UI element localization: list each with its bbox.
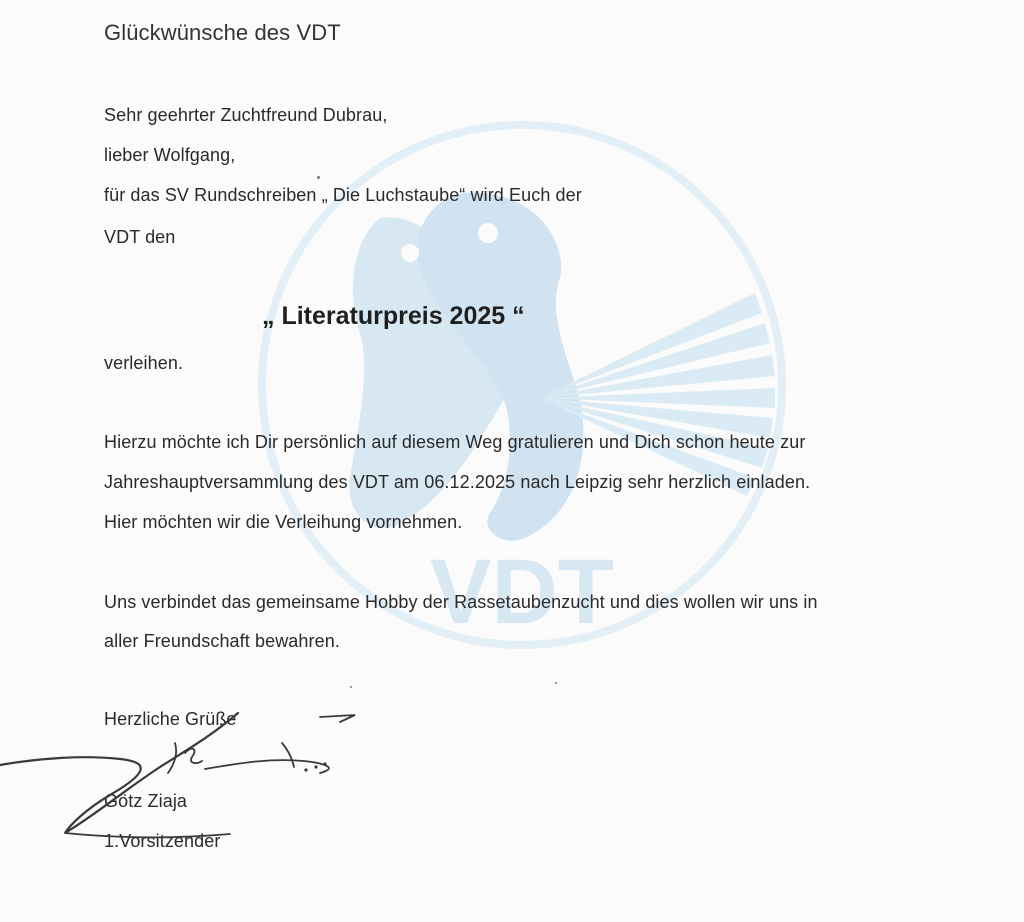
scan-dot <box>555 682 557 684</box>
award-title: „ Literaturpreis 2025 “ <box>262 302 525 330</box>
award-suffix: verleihen. <box>104 353 184 373</box>
paragraph-2-line-2: aller Freundschaft bewahren. <box>104 631 340 651</box>
intro-line-1: für das SV Rundschreiben „ Die Luchstaube“ wird Euch der <box>104 185 582 205</box>
salutation-line-2: lieber Wolfgang, <box>104 145 236 165</box>
salutation-line-1: Sehr geehrter Zuchtfreund Dubrau, <box>104 105 388 125</box>
signer-name: Götz Ziaja <box>104 791 188 811</box>
signer-title: 1.Vorsitzender <box>104 831 221 851</box>
vdt-logo-text: VDT <box>430 541 614 643</box>
closing: Herzliche Grüße <box>104 709 237 729</box>
paragraph-1-line-3: Hier möchten wir die Verleihung vornehmen. <box>104 512 463 532</box>
handwritten-signature <box>0 695 380 855</box>
intro-line-2: VDT den <box>104 227 176 247</box>
document-heading: Glückwünsche des VDT <box>104 20 341 45</box>
paragraph-1-line-2: Jahreshauptversammlung des VDT am 06.12.2025 nach Leipzig sehr herzlich einladen. <box>104 472 811 492</box>
scan-dot <box>317 176 320 179</box>
paragraph-1-line-1: Hierzu möchte ich Dir persönlich auf diesem Weg gratulieren und Dich schon heute zur <box>104 432 806 452</box>
paragraph-2-line-1: Uns verbindet das gemeinsame Hobby der Rassetaubenzucht und dies wollen wir uns in <box>104 592 818 612</box>
scan-dot <box>350 686 352 688</box>
